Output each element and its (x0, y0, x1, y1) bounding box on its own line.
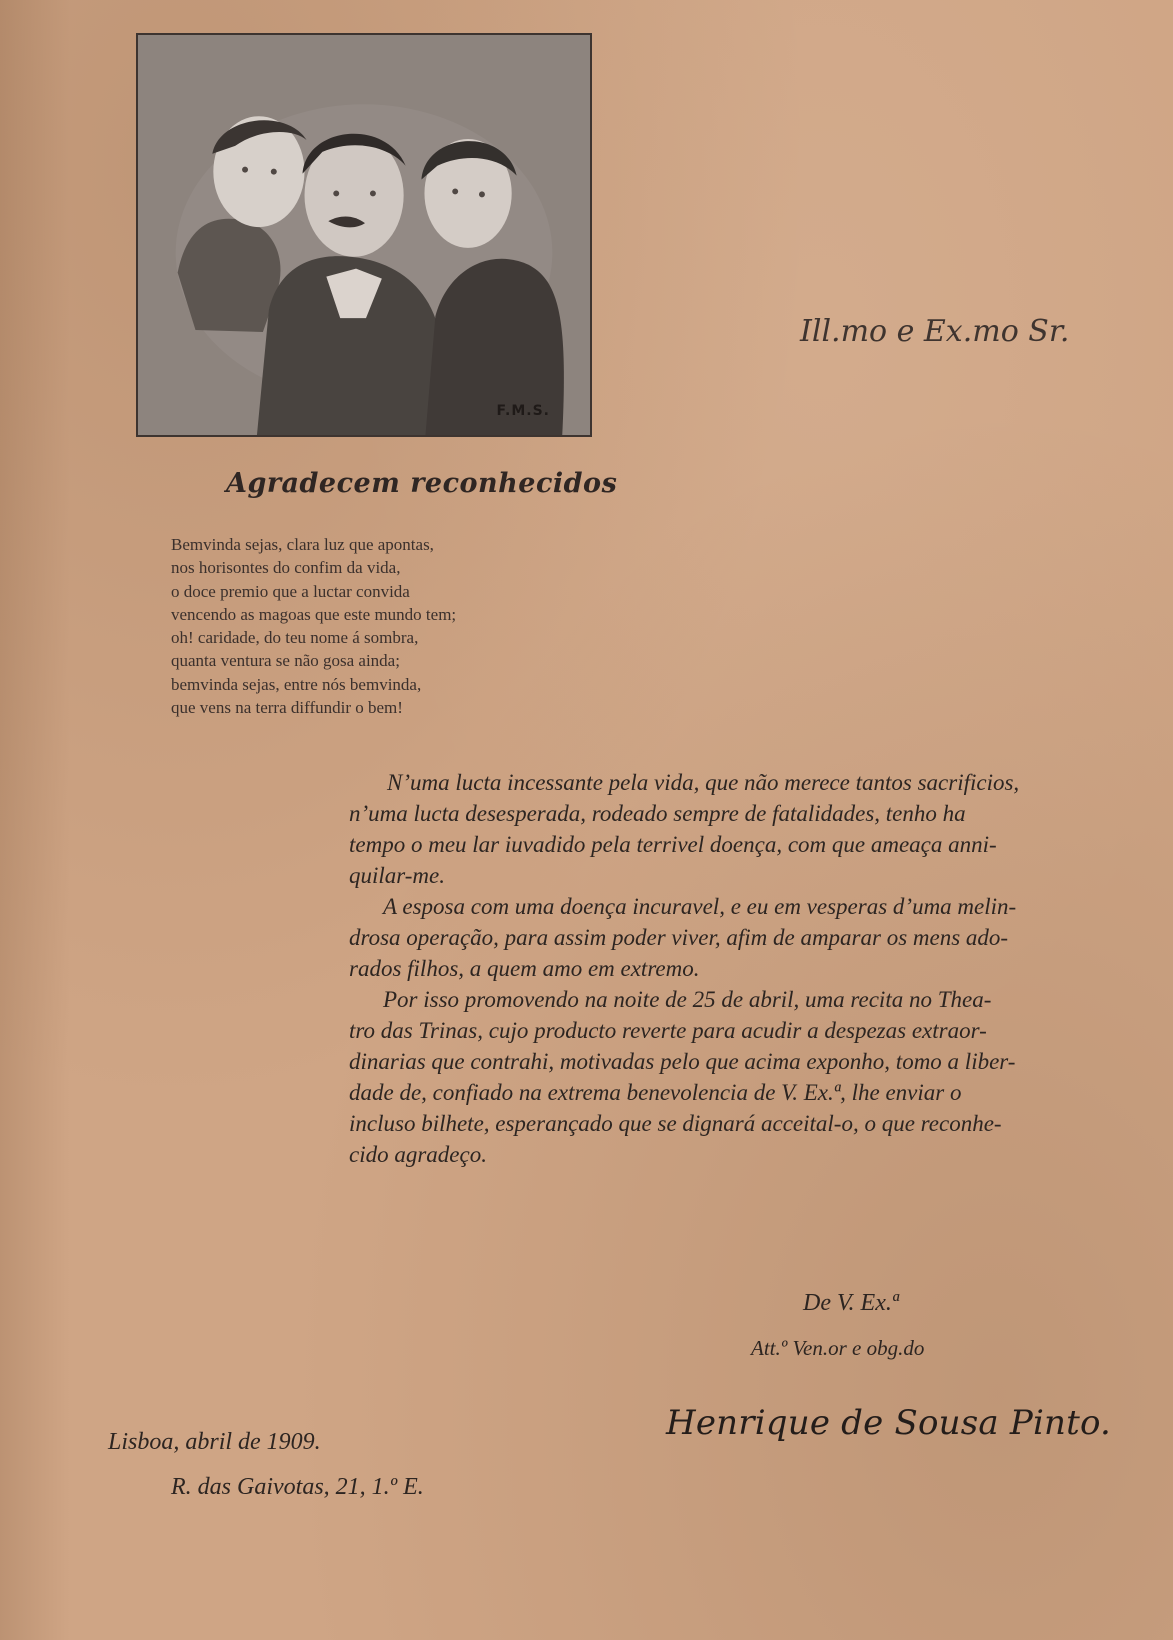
letter-line: cido agradeço. (349, 1142, 487, 1167)
poem-line: vencendo as magoas que este mundo tem; (171, 604, 457, 624)
portrait-illustration (138, 35, 590, 435)
letter-line: drosa operação, para assim poder viver, afim de amparar os mens ado- (349, 925, 1009, 950)
letter-body (349, 767, 1109, 1170)
letter-line: rados filhos, a quem amo em extremo. (349, 956, 700, 981)
portrait-photograph (136, 33, 592, 437)
poem-line: Bemvinda sejas, clara luz que apontas, (171, 535, 434, 554)
letter-line: A esposa com uma doença incuravel, e eu em vesperas d’uma melin- (383, 894, 1017, 919)
letter-line: dade de, confiado na extrema benevolencia de V. Ex.ª, lhe enviar o (349, 1080, 962, 1105)
letter-line: tempo o meu lar iuvadido pela terrivel doença, com que ameaça anni- (349, 832, 997, 857)
section-heading: Agradecem reconhecidos (226, 468, 618, 499)
letter-line: n’uma lucta desesperada, rodeado sempre de fatalidades, tenho ha (349, 801, 966, 826)
poem-line: bemvinda sejas, entre nós bemvinda, (171, 674, 422, 694)
letter-line: incluso bilhete, esperançado que se dignará acceital-o, o que reconhe- (349, 1111, 1002, 1136)
poem-line: que vens na terra diffundir o bem! (171, 698, 403, 718)
photo-signature: F.M.S. (496, 403, 550, 419)
place-and-date: Lisboa, abril de 1909. (108, 1429, 321, 1455)
signature: Henrique de Sousa Pinto. (666, 1403, 1112, 1443)
letter-line: quilar-me. (349, 863, 445, 888)
poem-line: oh! caridade, do teu nome á sombra, (171, 628, 419, 648)
letter-line: tro das Trinas, cujo producto reverte para acudir a despezas extraor- (349, 1018, 987, 1043)
letter-line: Por isso promovendo na noite de 25 de abril, uma recita no Thea- (383, 987, 992, 1012)
closing-line-2: Att.º Ven.or e obg.do (751, 1336, 925, 1360)
address: R. das Gaivotas, 21, 1.º E. (171, 1474, 424, 1500)
poem-line: quanta ventura se não gosa ainda; (171, 651, 400, 671)
poem-line: o doce premio que a luctar convida (171, 581, 410, 601)
poem (171, 533, 551, 719)
poem-line: nos horisontes do confim da vida, (171, 558, 401, 578)
salutation: Ill.mo e Ex.mo Sr. (800, 314, 1070, 349)
letter-line: dinarias que contrahi, motivadas pelo que acima exponho, tomo a liber- (349, 1049, 1016, 1074)
closing-line-1: De V. Ex.ª (803, 1290, 899, 1316)
letter-line: N’uma lucta incessante pela vida, que não merece tantos sacrificios, (387, 770, 1020, 795)
